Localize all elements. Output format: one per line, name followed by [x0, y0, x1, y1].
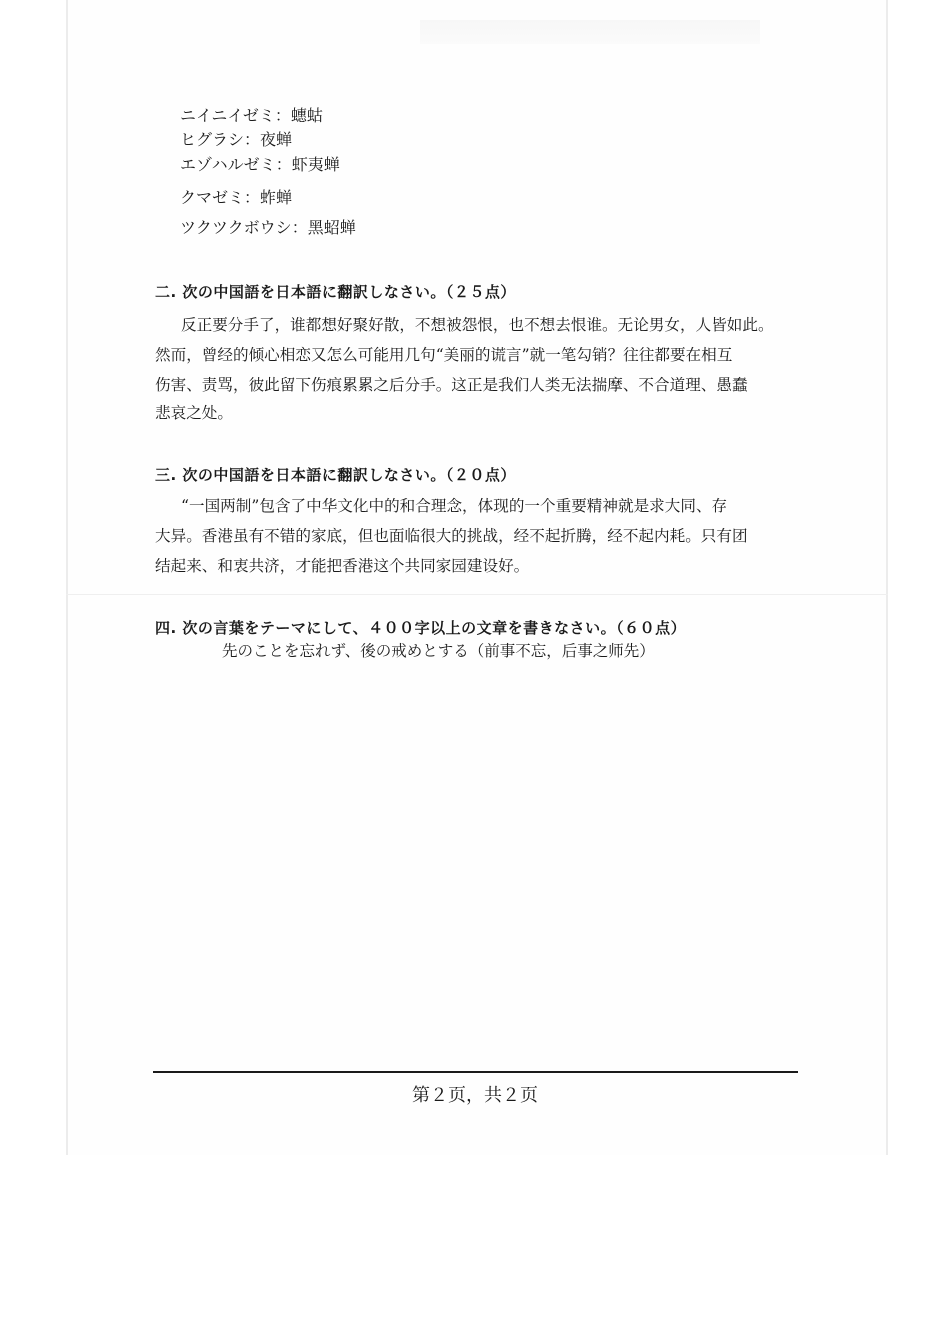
- vocab-meaning: 黑蛁蝉: [307, 218, 356, 237]
- vocab-item: [180, 218, 356, 238]
- vocab-meaning: 蟪蛄: [290, 106, 323, 125]
- vocab-term: ニイニイゼミ: [180, 106, 275, 125]
- vocab-item: [180, 130, 292, 150]
- vocab-meaning: 夜蝉: [260, 130, 293, 149]
- fold-line: [66, 594, 888, 595]
- question-2-line: 反正要分手了，谁都想好聚好散，不想被怨恨，也不想去恨谁。无论男女，人皆如此。: [181, 316, 774, 334]
- bleed-through-mark: [420, 20, 760, 44]
- question-2-line: 悲哀之处。: [155, 404, 233, 422]
- vocab-separator: ：: [244, 130, 261, 149]
- vocab-item: [180, 188, 292, 208]
- vocab-meaning: 蚱蝉: [260, 188, 293, 207]
- question-3-line: “一国两制”包含了中华文化中的和合理念，体现的一个重要精神就是求大同、存: [181, 497, 728, 515]
- question-3-heading: 三. 次の中国語を日本語に翻訳しなさい。（２０点）: [155, 466, 516, 484]
- vocab-separator: ：: [274, 106, 291, 125]
- question-2-line: 然而，曾经的倾心相恋又怎么可能用几句“美丽的谎言”就一笔勾销？往往都要在相互: [155, 346, 733, 364]
- question-4-heading: 四. 次の言葉をテーマにして、４００字以上の文章を書きなさい。（６０点）: [155, 619, 687, 637]
- vocab-term: ツクツクボウシ: [180, 218, 292, 237]
- scan-edge-left: [66, 0, 68, 1155]
- vocab-term: エゾハルゼミ: [180, 155, 276, 174]
- question-2-heading: 二. 次の中国語を日本語に翻訳しなさい。（２５点）: [155, 283, 516, 301]
- vocab-term: クマゼミ: [180, 188, 245, 207]
- vocab-separator: ：: [275, 155, 292, 174]
- vocab-term: ヒグラシ: [180, 130, 245, 149]
- vocab-separator: ：: [244, 188, 261, 207]
- footer-rule: [153, 1071, 798, 1073]
- scan-edge-right: [886, 0, 888, 1155]
- page-number: 第２页，共２页: [412, 1085, 538, 1106]
- vocab-item: [180, 155, 340, 175]
- question-4-theme: 先のことを忘れず、後の戒めとする（前事不忘，后事之师先）: [222, 642, 655, 660]
- question-3-line: 结起来、和衷共济，才能把香港这个共同家园建设好。: [155, 557, 530, 575]
- vocab-item: [180, 106, 323, 126]
- question-3-line: 大异。香港虽有不错的家底，但也面临很大的挑战，经不起折腾，经不起内耗。只有团: [155, 527, 748, 545]
- vocab-meaning: 虾夷蝉: [291, 155, 340, 174]
- vocab-separator: ：: [291, 218, 308, 237]
- question-2-line: 伤害、责骂，彼此留下伤痕累累之后分手。这正是我们人类无法揣摩、不合道理、愚蠢: [155, 376, 748, 394]
